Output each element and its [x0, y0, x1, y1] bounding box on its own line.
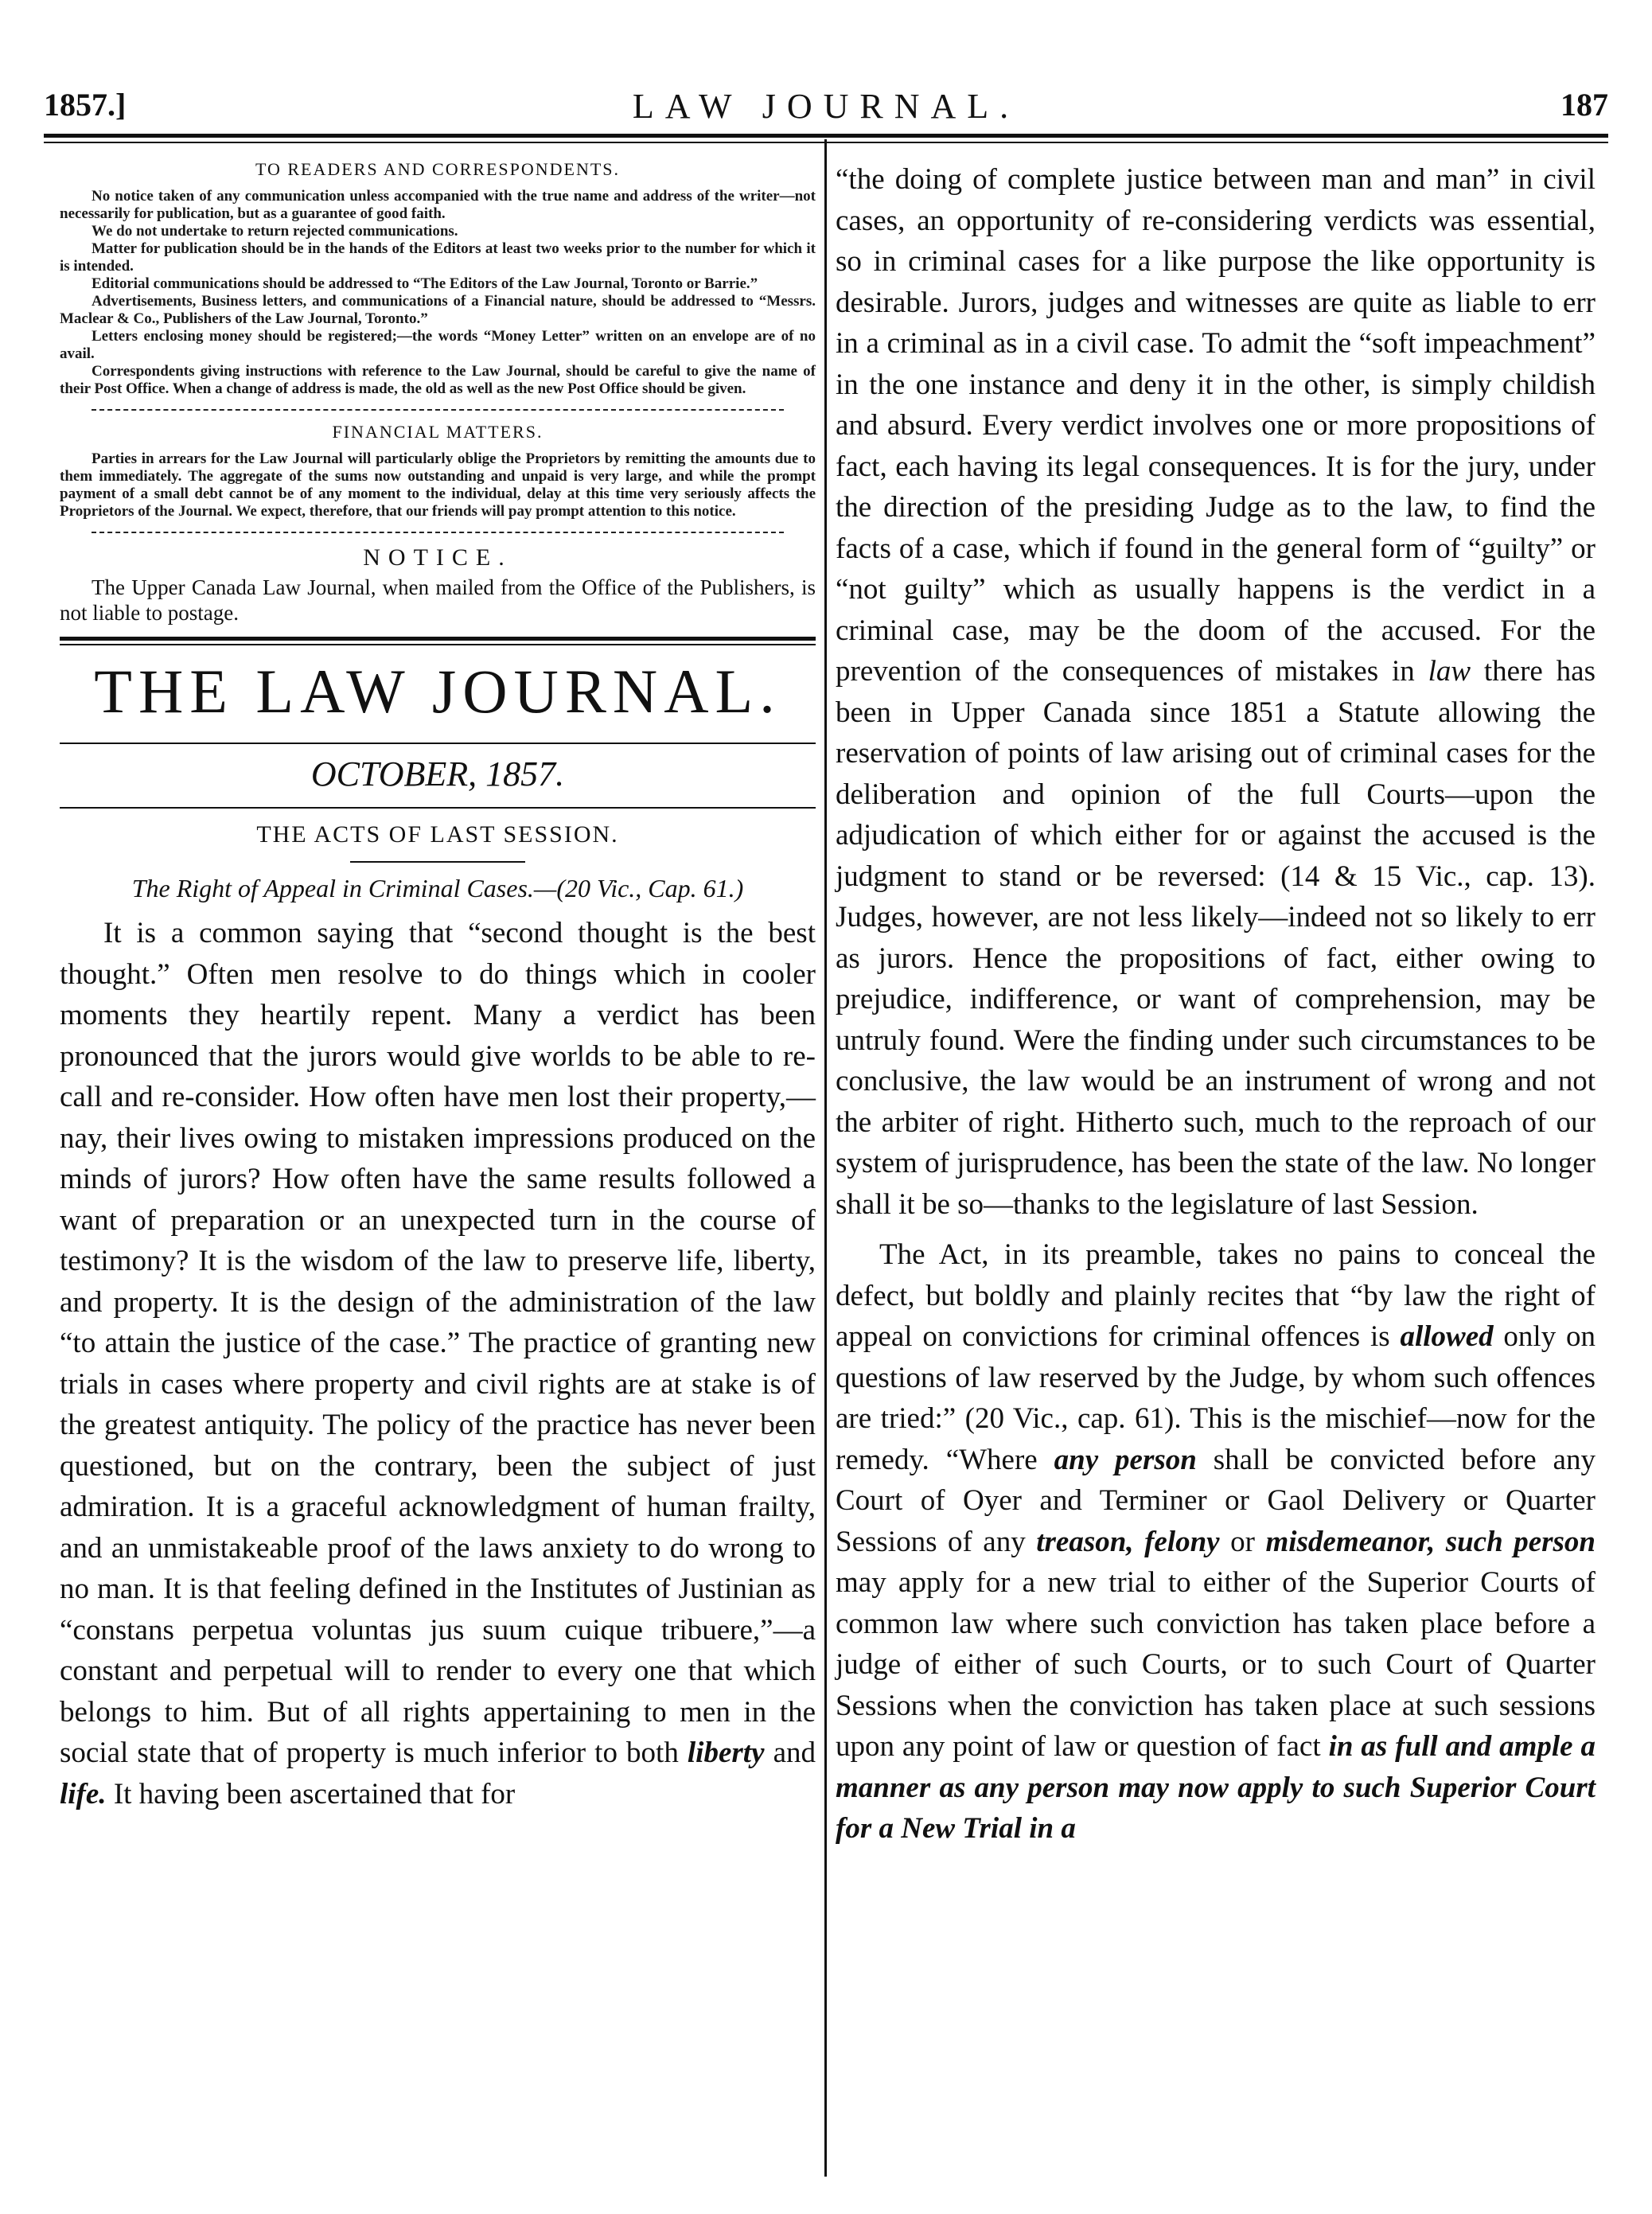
- issue-date: OCTOBER, 1857.: [310, 754, 565, 793]
- masthead-subrule: [60, 743, 816, 744]
- readers-notice-paragraph: No notice taken of any communication unless accompanied with the true name and address of the writer—not necessarily for publication, but as a guarantee of good faith.: [60, 188, 816, 222]
- article-text: It having been ascertained that for: [106, 1777, 516, 1811]
- date-subrule: [60, 807, 816, 809]
- article-text: shall be convicted before any Court of Oyer and Terminer or Gaol Delivery or Quarter Sessions of any: [836, 1443, 1596, 1558]
- readers-notice: [60, 159, 816, 398]
- running-head-year: 1857.]: [44, 87, 127, 123]
- left-column: [60, 159, 816, 1814]
- article-text: “the doing of complete justice between man and man” in civil cases, an opportunity of re-considering verdicts was essential, so in criminal cases for a like purpose the like opportunity is desirable. Jurors, judges and witnesses are quite as liable to err in a criminal as in a civil case. To admit the “soft impeachment” in the one instance and deny it in the other, is simply childish and absurd. Every verdict involves one or more propositions of fact, each having its legal consequences. It is for the jury, under the direction of the presiding Judge as to the law, to find the facts of a case, which if found in the general form of “guilty” or “not guilty” which as usually happens is the verdict in a criminal case, may be the doom of the accused. For the prevention of the consequences of mistakes in: [836, 163, 1596, 688]
- financial-notice-heading: FINANCIAL MATTERS.: [332, 422, 544, 442]
- article-text: and: [764, 1737, 816, 1769]
- readers-notice-paragraph: Matter for publication should be in the hands of the Editors at least two weeks prior to the number for which it is intended.: [60, 240, 816, 275]
- financial-notice-paragraph: Parties in arrears for the Law Journal will particularly oblige the Proprietors by remitting the amounts due to them immediately. The aggregate of the sums now outstanding and unpaid is very large, and while the prompt payment of a small debt cannot be of any moment to the individual, delay at this time very seriously affects the Proprietors of the Journal. We expect, therefore, that our friends will pay prompt attention to this notice.: [60, 450, 816, 520]
- article-text: only on questions of law reserved by the Judge, by whom such offences are tried:” (20 Vic., cap. 61). This is the mischief—now for the remedy. “Where: [836, 1320, 1596, 1476]
- article-text: in as full and ample a manner as any person may now apply to such Superior Court for a New Trial in a: [836, 1730, 1596, 1845]
- article-paragraph: [836, 1234, 1596, 1850]
- running-head-title: LAW JOURNAL.: [632, 87, 1020, 126]
- financial-notice: [60, 422, 816, 520]
- article-text: misdemeanor, such person: [1265, 1525, 1596, 1558]
- article-paragraph: [60, 913, 816, 1814]
- article-text: any person: [1054, 1443, 1197, 1476]
- article-paragraph: [836, 159, 1596, 1225]
- article-text: or: [1219, 1525, 1266, 1558]
- readers-notice-paragraph: Advertisements, Business letters, and communications of a Financial nature, should be addressed to “Messrs. Maclear & Co., Publishers of the Law Journal, Toronto.”: [60, 293, 816, 327]
- article-title-rule: [350, 861, 525, 863]
- article-text: life.: [60, 1777, 107, 1811]
- article-text: liberty: [687, 1737, 765, 1769]
- postage-notice: [60, 544, 816, 626]
- column-divider: [824, 139, 827, 2177]
- article-title-text: THE ACTS OF LAST SESSION.: [256, 821, 619, 848]
- article-text: treason, felony: [1036, 1525, 1220, 1558]
- article-text: may apply for a new trial to either of the Superior Courts of common law where such conviction has taken place before a judge of either of such Courts, or to such Court of Quarter Sessions when the conviction has taken place at such sessions upon any point of law or question of fact: [836, 1566, 1596, 1763]
- article-text: allowed: [1400, 1320, 1494, 1353]
- readers-notice-heading: TO READERS AND CORRESPONDENTS.: [255, 159, 621, 179]
- article-text: there has been in Upper Canada since 1851 a Statute allowing the reservation of points of law arising out of criminal cases for the deliberation and opinion of the full Courts—upon the adjudication of which either for or against the accused is the judgment to stand or be reversed: (14 & 15 Vic., cap. 13). Judges, however, are not less likely—indeed not so likely to err as jurors. Hence the propositions of fact, either owing to prejudice, indifference, or want of comprehension, may be untruly found. Were the finding under such circumstances to be conclusive, the law would be an instrument of wrong and not the arbiter of right. Hitherto such, much to the reproach of our system of jurisprudence, has been the state of the law. No longer shall it be so—thanks to the legislature of last Session.: [836, 655, 1596, 1221]
- running-head: [44, 86, 1608, 134]
- header-rule-thick: [44, 134, 1608, 138]
- masthead-title: THE LAW JOURNAL.: [94, 657, 781, 726]
- right-column: [836, 159, 1596, 1850]
- article-text: The Act, in its preamble, takes no pains to conceal the defect, but boldly and plainly recites that “by law the right of appeal on convictions for criminal offences is: [836, 1238, 1596, 1353]
- readers-notice-paragraph: Editorial communications should be addressed to “The Editors of the Law Journal, Toronto or Barrie.”: [92, 275, 758, 292]
- article-text: law: [1428, 655, 1471, 688]
- page-number: 187: [1560, 87, 1608, 123]
- readers-notice-paragraph: We do not undertake to return rejected communications.: [92, 223, 458, 240]
- masthead-rule: [60, 637, 816, 645]
- article-text: It is a common saying that “second thought is the best thought.” Often men resolve to do things which in cooler moments they heartily repent. Many a verdict has been pronounced that the jurors would give worlds to be able to re-call and re-consider. How often have men lost their property,—nay, their lives owing to mistaken impressions produced on the minds of jurors? How often have the same results followed a want of preparation or an unexpected turn in the course of testimony? It is the wisdom of the law to preserve life, liberty, and property. It is the design of the administration of the law “to attain the justice of the case.” The practice of granting new trials in cases where property and civil rights are at stake is of the greatest antiquity. The policy of the practice has never been questioned, but on the contrary, been the subject of just admiration. It is a graceful acknowledgment of human frailty, and an unmistakeable proof of the laws anxiety to do wrong to no man. It is that feeling defined in the Institutes of Justinian as “constans perpetua voluntas jus suum cuique tribuere,”—a constant and perpetual will to render to every one that which belongs to him. But of all rights appertaining to men in the social state that of property is much inferior to both: [60, 917, 816, 1769]
- article-subtitle: The Right of Appeal in Criminal Cases.—(20 Vic., Cap. 61.): [131, 874, 744, 902]
- notice-separator: [92, 409, 784, 411]
- postage-notice-text: The Upper Canada Law Journal, when mailed from the Office of the Publishers, is not liable to postage.: [60, 575, 816, 625]
- readers-notice-paragraph: Correspondents giving instructions with reference to the Law Journal, should be careful to give the name of their Post Office. When a change of address is made, the old as well as the new Post Office should be given.: [60, 363, 816, 397]
- postage-notice-heading: NOTICE.: [363, 544, 512, 571]
- notice-separator: [92, 532, 784, 533]
- article-title: [60, 821, 816, 863]
- readers-notice-paragraph: Letters enclosing money should be registered;—the words “Money Letter” written on an envelope are of no avail.: [60, 328, 816, 362]
